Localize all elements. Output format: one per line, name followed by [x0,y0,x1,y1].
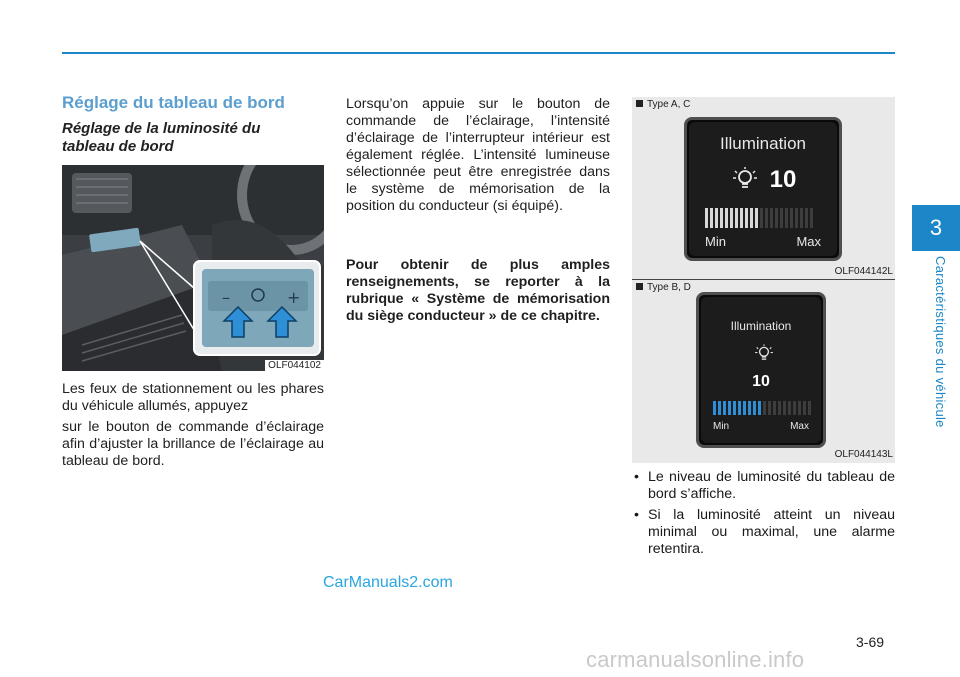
bullet-item: • Le niveau de luminosité du tableau de bord s’affiche. [632,469,895,503]
top-rule [62,52,895,54]
chapter-side-label: Caractéristiques du véhicule [933,256,948,428]
section-title: Réglage du tableau de bord [62,93,285,112]
level-segment-empty [790,208,793,228]
figure-code: OLF044142L [834,266,893,277]
level-segment-filled [715,208,718,228]
cluster-screen [696,292,826,448]
light-bulb-icon [730,165,760,195]
level-segment-filled [723,401,726,415]
square-bullet-icon [636,100,643,107]
level-segment-empty [810,208,813,228]
level-segment-empty [800,208,803,228]
level-segment-filled [710,208,713,228]
square-bullet-icon [636,283,643,290]
screen-title: Illumination [730,319,792,333]
level-bar [713,401,813,415]
bullet-list [632,469,895,562]
max-label: Max [790,421,809,432]
level-segment-empty [795,208,798,228]
screen-title: Illumination [720,134,806,153]
level-segment-empty [808,401,811,415]
svg-text:+: + [287,288,301,307]
level-segment-empty [780,208,783,228]
level-value: 10 [769,166,797,193]
column1-paragraph-1: Les feux de stationnement ou les phares du véhicule allumés, appuyez [62,381,324,414]
chapter-tab: 3 [912,205,960,251]
column2-paragraph-2: Pour obtenir de plus amples renseignements, se reporter à la rubrique « Système de mémorisation du siège conducteur » de ce chapitre. [346,257,610,324]
level-segment-empty [793,401,796,415]
level-segment-filled [728,401,731,415]
dashboard-illustration [62,165,324,371]
min-label: Min [713,421,730,432]
level-row [689,162,837,198]
level-segment-empty [765,208,768,228]
photo-code: OLF044102 [265,360,324,371]
level-segment-empty [805,208,808,228]
level-value: 10 [752,373,770,390]
level-segment-filled [735,208,738,228]
level-segment-empty [775,208,778,228]
figure-type-label: Type A, C [636,99,690,110]
level-segment-empty [773,401,776,415]
figure-type-label: Type B, D [636,282,691,293]
level-segment-filled [705,208,708,228]
level-segment-filled [730,208,733,228]
level-bar [705,208,815,228]
level-segment-filled [743,401,746,415]
level-segment-filled [733,401,736,415]
level-segment-empty [760,208,763,228]
watermark: CarManuals2.com [323,574,453,591]
svg-text:–: – [222,288,230,307]
level-segment-empty [788,401,791,415]
level-segment-empty [783,401,786,415]
level-segment-empty [798,401,801,415]
level-segment-empty [763,401,766,415]
level-segment-filled [748,401,751,415]
level-segment-filled [713,401,716,415]
level-segment-empty [768,401,771,415]
column2-paragraph-1: Lorsqu’on appuie sur le bouton de commande de l’éclairage, l’intensité d’éclairage de l’interrupteur intérieur est également réglée. L’intensité lumineuse sélectionnée peut être enregistrée dans le système de mémorisation de la position du conducteur (si équipé). [346,96,610,214]
figure-type-a [632,97,895,280]
cluster-screen [684,117,842,261]
dashboard-photo [62,165,324,371]
level-segment-filled [720,208,723,228]
sub-title: Réglage de la luminosité du tableau de bord [62,120,261,155]
figure-code: OLF044143L [834,449,893,460]
level-segment-empty [785,208,788,228]
max-label: Max [796,234,821,249]
level-segment-filled [740,208,743,228]
level-segment-filled [755,208,758,228]
light-bulb-icon [753,343,775,365]
level-segment-filled [738,401,741,415]
level-segment-filled [750,208,753,228]
figure-type-b [632,280,895,463]
level-segment-empty [778,401,781,415]
bullet-item: • Si la luminosité atteint un niveau minimal ou maximal, une alarme retentira. [632,507,895,558]
level-segment-filled [725,208,728,228]
min-label: Min [705,234,726,249]
footer-watermark: carmanualsonline.info [586,647,805,672]
level-segment-empty [803,401,806,415]
level-segment-filled [745,208,748,228]
page-number: 3-69 [856,634,885,650]
level-segment-filled [718,401,721,415]
level-segment-filled [753,401,756,415]
column1-paragraph-2: sur le bouton de commande d’éclairage afin d’ajuster la brillance de l’éclairage au tableau de bord. [62,419,324,469]
level-segment-empty [770,208,773,228]
level-segment-filled [758,401,761,415]
